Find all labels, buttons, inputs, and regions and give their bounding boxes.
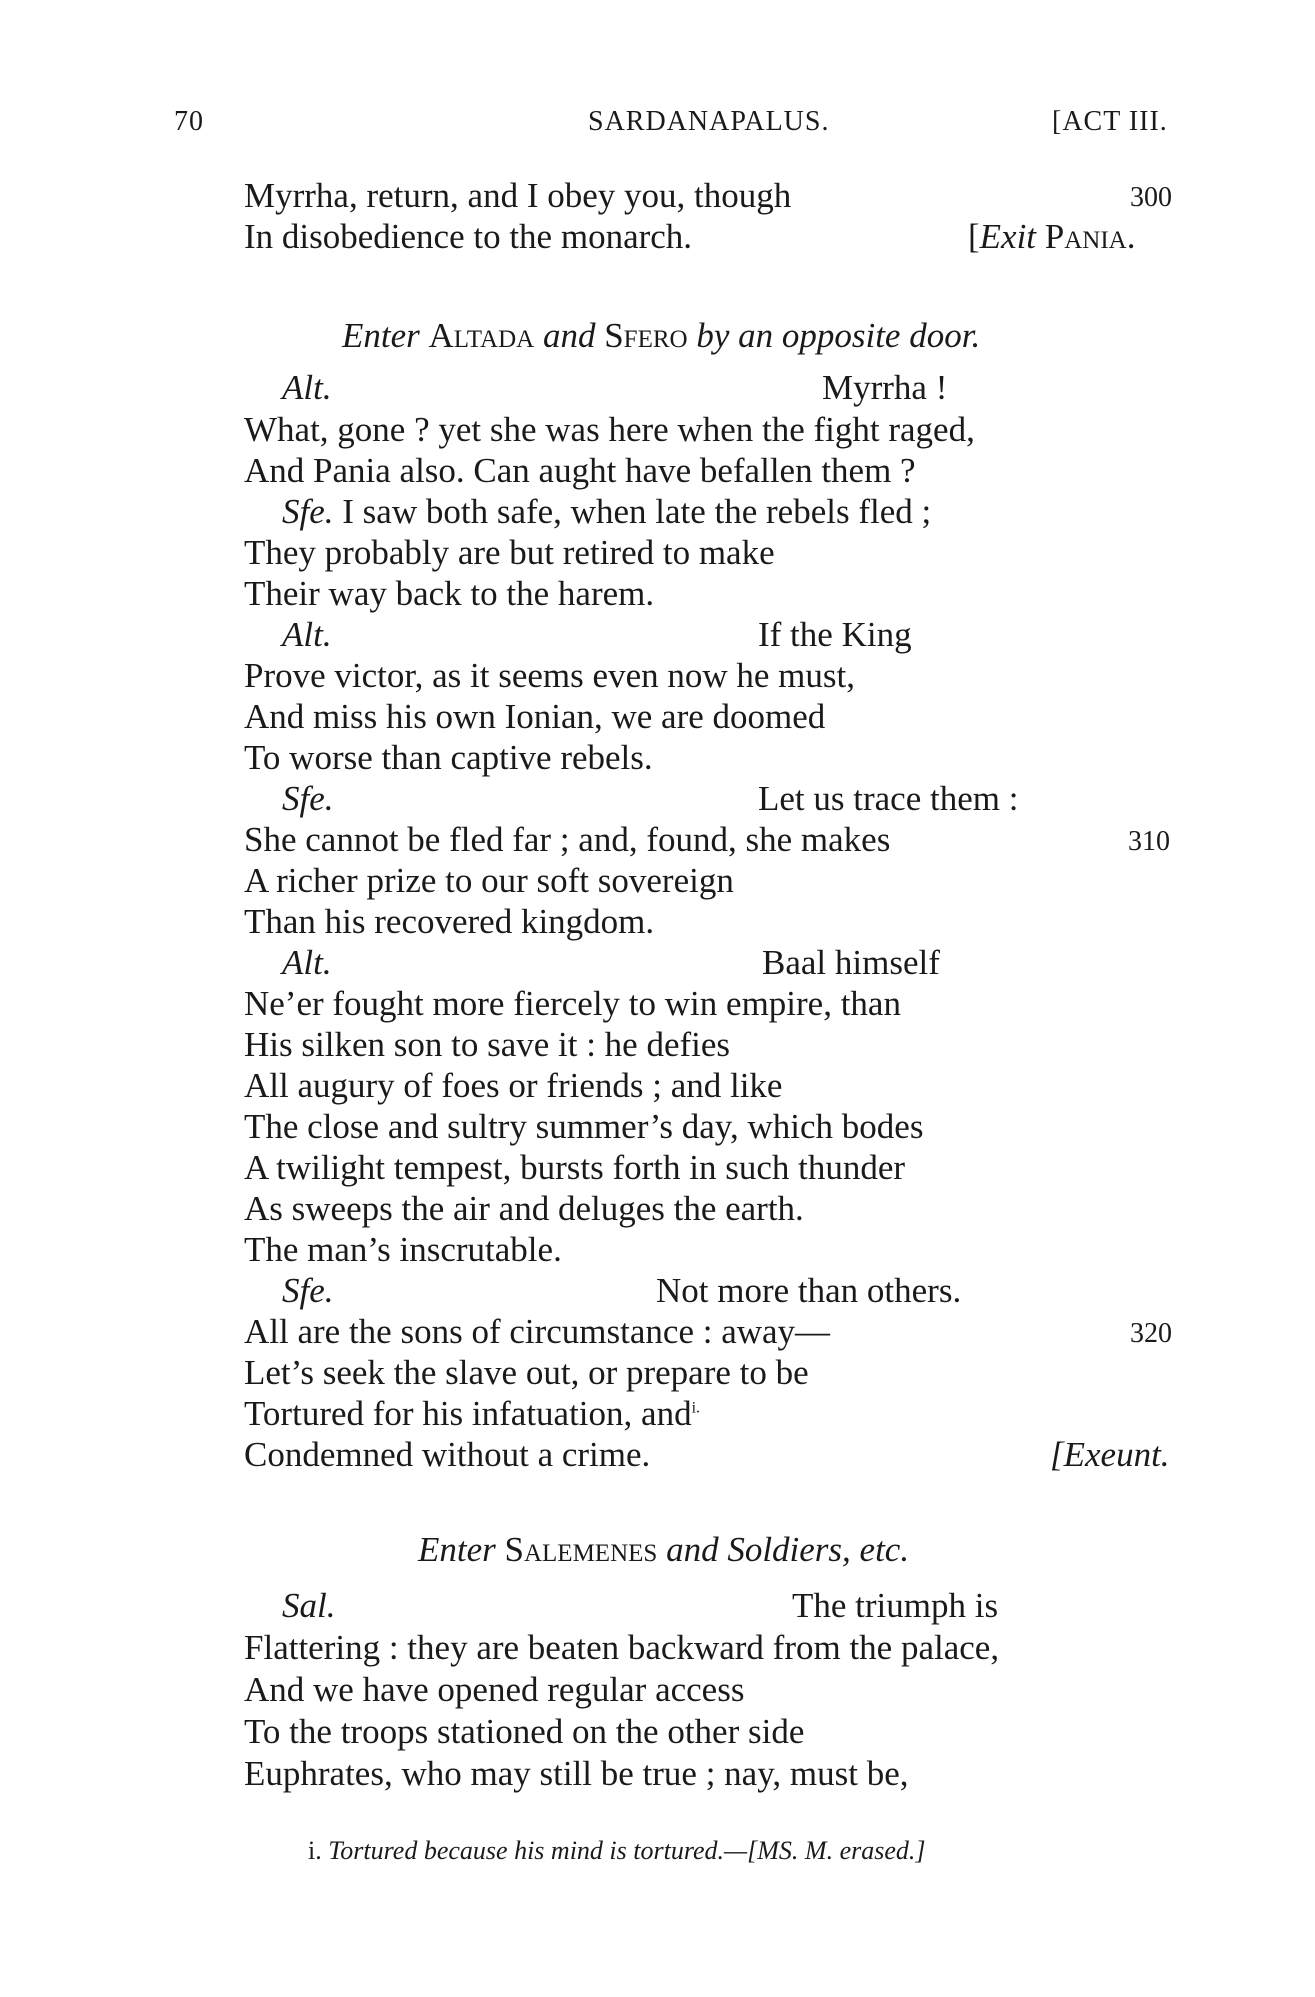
line-number: 310: [1128, 826, 1170, 857]
stage-direction-exit: [Exit Pania.: [968, 217, 1136, 256]
verse-line: Euphrates, who may still be true ; nay, must be,: [244, 1754, 909, 1793]
verse-line: If the King: [758, 615, 912, 654]
verse-line: Let us trace them :: [758, 779, 1019, 818]
verse-line: All are the sons of circumstance : away—: [244, 1312, 831, 1351]
verse-line: And we have opened regular access: [244, 1670, 745, 1709]
verse-line: And miss his own Ionian, we are doomed: [244, 697, 826, 736]
line-number: 300: [1130, 182, 1172, 213]
verse-line: Than his recovered kingdom.: [244, 902, 655, 941]
speaker-label: Alt.: [282, 615, 332, 654]
footnote: i. Tortured because his mind is tortured.—[MS. M. erased.]: [308, 1836, 926, 1865]
verse-line: All augury of foes or friends ; and like: [244, 1066, 783, 1105]
verse-line: Tortured for his infatuation, and$^{i.}$: [244, 1394, 701, 1433]
verse-line: As sweeps the air and deluges the earth.: [244, 1189, 804, 1228]
verse-line: Not more than others.: [656, 1271, 962, 1310]
verse-line: And Pania also. Can aught have befallen them ?: [244, 451, 916, 490]
verse-line: Prove victor, as it seems even now he must,: [244, 656, 855, 695]
verse-line: They probably are but retired to make: [244, 533, 775, 572]
speaker-label: Sfe.: [282, 1271, 334, 1310]
verse-line: She cannot be fled far ; and, found, she makes: [244, 820, 891, 859]
speaker-label: Alt.: [282, 943, 332, 982]
verse-line: Myrrha !: [822, 368, 948, 407]
verse-line: To worse than captive rebels.: [244, 738, 653, 777]
verse-line: In disobedience to the monarch.: [244, 217, 693, 256]
footnote-reference: i.: [691, 1399, 701, 1417]
stage-direction-exeunt: [Exeunt.: [1050, 1435, 1170, 1474]
verse-line: Myrrha, return, and I obey you, though: [244, 176, 792, 215]
verse-line: The close and sultry summer’s day, which bodes: [244, 1107, 924, 1146]
verse-line: Condemned without a crime.: [244, 1435, 651, 1474]
verse-line: Ne’er fought more fiercely to win empire, than: [244, 984, 901, 1023]
verse-line: Let’s seek the slave out, or prepare to be: [244, 1353, 809, 1392]
page-number: 70: [174, 106, 204, 137]
stage-direction-enter: Enter Salemenes and Soldiers, etc.: [418, 1530, 910, 1569]
running-title: SARDANAPALUS.: [588, 106, 830, 137]
line-number: 320: [1130, 1318, 1172, 1349]
verse-line: His silken son to save it : he defies: [244, 1025, 731, 1064]
verse-line: What, gone ? yet she was here when the fight raged,: [244, 410, 975, 449]
verse-line: A richer prize to our soft sovereign: [244, 861, 734, 900]
verse-line: Flattering : they are beaten backward from the palace,: [244, 1628, 1000, 1667]
act-label: [ACT III.: [1052, 106, 1168, 137]
speaker-label: Alt.: [282, 368, 332, 407]
verse-line: The triumph is: [792, 1586, 999, 1625]
speaker-label: Sfe.: [282, 779, 334, 818]
verse-line: To the troops stationed on the other side: [244, 1712, 805, 1751]
stage-direction-enter: Enter Altada and Sfero by an opposite door.: [342, 316, 981, 355]
verse-line: Their way back to the harem.: [244, 574, 655, 613]
verse-line: A twilight tempest, bursts forth in such thunder: [244, 1148, 906, 1187]
verse-line: Baal himself: [762, 943, 940, 982]
speaker-label: Sal.: [282, 1586, 336, 1625]
speech-line: Sfe. I saw both safe, when late the rebels fled ;: [282, 492, 932, 531]
verse-line: The man’s inscrutable.: [244, 1230, 562, 1269]
